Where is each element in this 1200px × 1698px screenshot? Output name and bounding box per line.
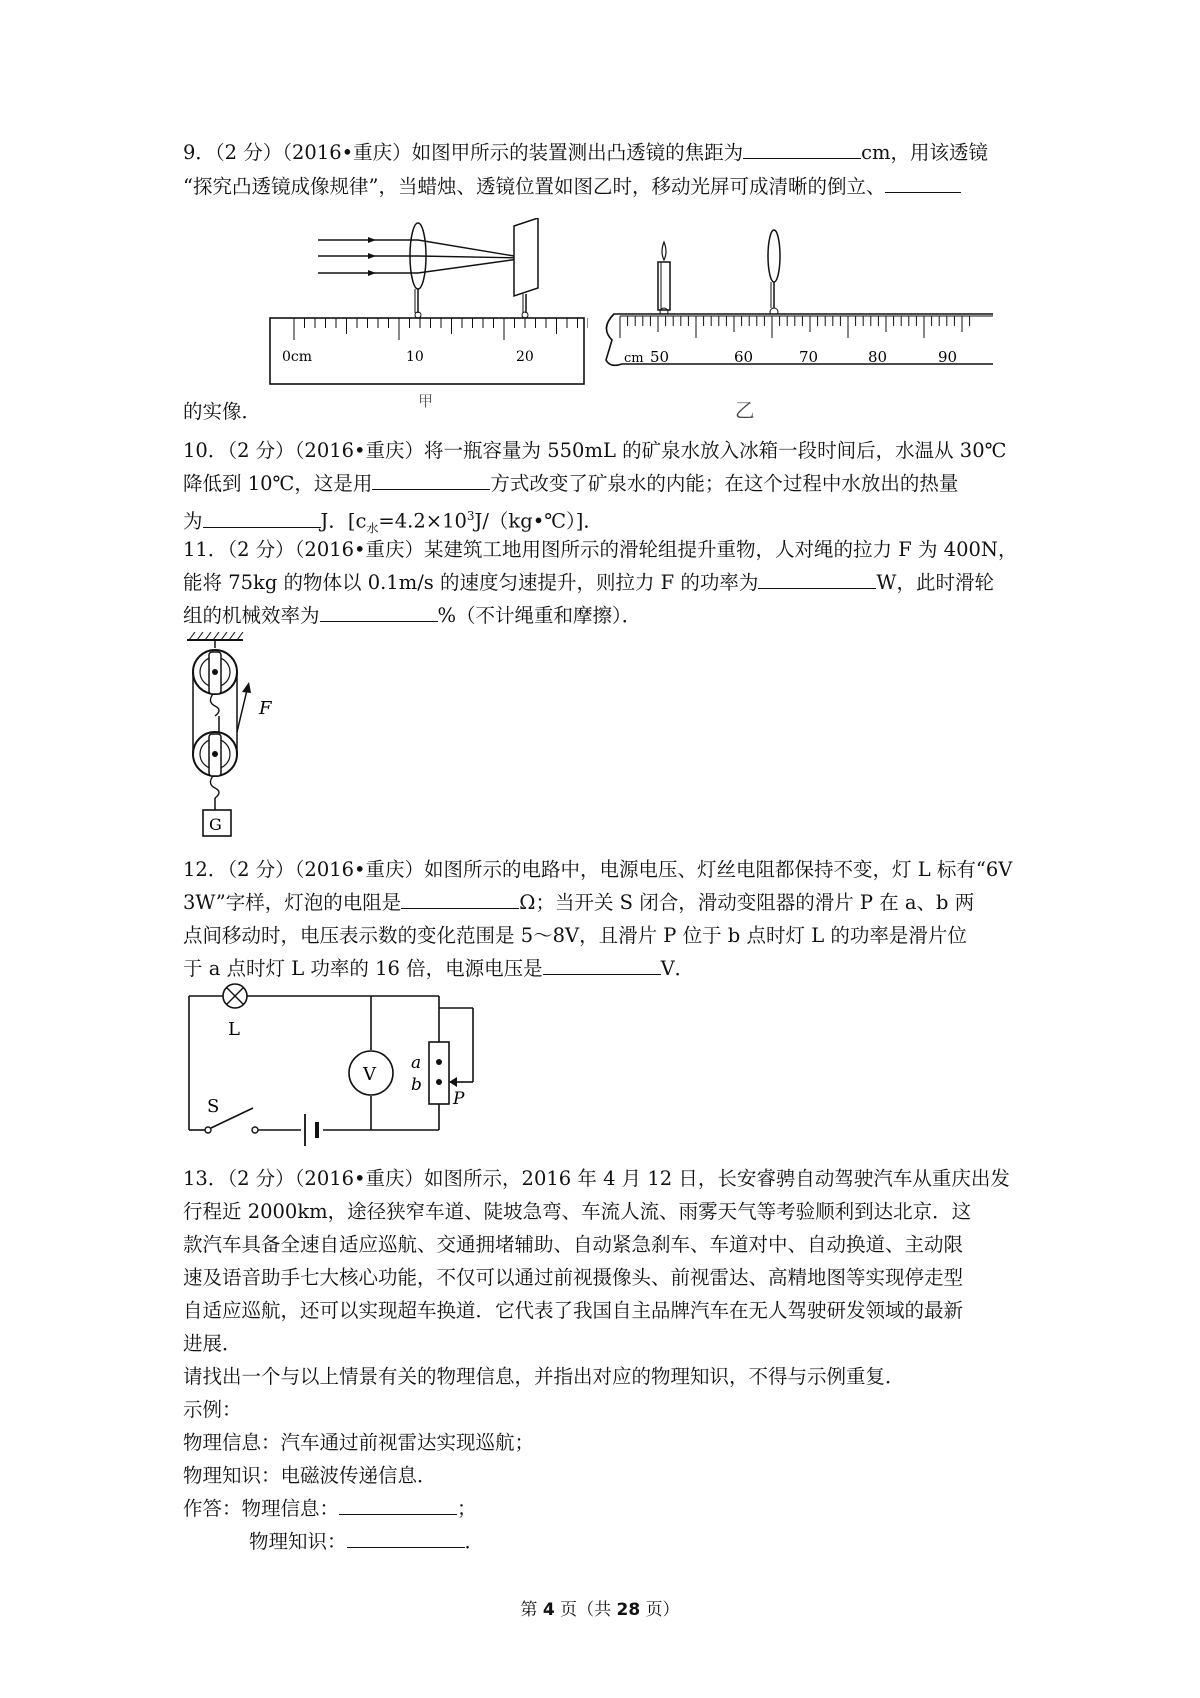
ruler-yi-label-50: 50 bbox=[650, 348, 670, 366]
ruler-jia-label-0: 0cm bbox=[282, 349, 313, 365]
ruler-yi-label-80: 80 bbox=[868, 348, 888, 366]
switch-label: S bbox=[207, 1096, 220, 1117]
total-page-count: 28 bbox=[616, 1600, 641, 1620]
q13-answer-info: 作答：物理信息： ； bbox=[183, 1492, 1028, 1525]
q12-blank-resistance[interactable] bbox=[401, 886, 519, 909]
q11-blank-power[interactable] bbox=[758, 566, 876, 589]
q13-line-8: 示例： bbox=[183, 1398, 242, 1421]
figure-yi-caption: 乙 bbox=[735, 399, 755, 422]
q9-line-3: 的实像． bbox=[183, 400, 262, 423]
lamp-label: L bbox=[228, 1019, 240, 1040]
slider-arrow bbox=[449, 1077, 457, 1087]
q12-blank-voltage[interactable] bbox=[543, 952, 661, 975]
q12-line-2: 3W”字样，灯泡的电阻是 Ω；当开关 S 闭合，滑动变阻器的滑片 P 在 a、b 两 bbox=[183, 886, 1028, 919]
figure-jia-caption: 甲 bbox=[418, 392, 434, 410]
q10-line-2: 降低到 10℃，这是用 方式改变了矿泉水的内能；在这个过程中水放出的热量 bbox=[183, 467, 1028, 500]
q13-line-5: 自适应巡航，还可以实现超车换道．它代表了我国自主品牌汽车在无人驾驶研发领域的最新 bbox=[183, 1299, 964, 1322]
q13-line-4: 速及语音助手七大核心功能，不仅可以通过前视摄像头、前视雷达、高精地图等实现停走型 bbox=[183, 1266, 964, 1289]
q13-blank-physics-info[interactable] bbox=[339, 1492, 457, 1515]
figure-jia-focal-length-setup bbox=[268, 218, 588, 388]
figure-pulley-system bbox=[183, 632, 303, 842]
q13-line-2: 行程近 2000km，途径狭窄车道、陡坡急弯、车流人流、雨雾天气等考验顺利到达北京．这 bbox=[183, 1200, 972, 1223]
weight-label: G bbox=[209, 815, 222, 834]
convex-lens-yi bbox=[768, 230, 780, 282]
point-b-label: b bbox=[411, 1075, 422, 1095]
current-page-number: 4 bbox=[542, 1600, 555, 1620]
light-screen bbox=[514, 218, 538, 296]
q9-blank-image-type[interactable] bbox=[885, 170, 961, 193]
q11-line-3: 组的机械效率为 %（不计绳重和摩擦）． bbox=[183, 599, 1028, 632]
ruler-yi-label-70: 70 bbox=[799, 348, 819, 366]
switch-symbol bbox=[205, 1127, 211, 1133]
parallel-light-rays bbox=[318, 240, 526, 273]
q11-line-1: 11．（2 分）（2016•重庆）某建筑工地用图所示的滑轮组提升重物，人对绳的拉力 F 为 400N， bbox=[183, 538, 1018, 561]
q11-blank-efficiency[interactable] bbox=[320, 599, 438, 622]
movable-pulley bbox=[193, 732, 237, 776]
ruler-yi-label-60: 60 bbox=[734, 348, 754, 366]
ruler-yi-label-90: 90 bbox=[938, 348, 958, 366]
q13-line-6: 进展． bbox=[183, 1332, 242, 1355]
q13-line-10: 物理知识：电磁波传递信息． bbox=[183, 1464, 437, 1487]
q9-line-1: 9．（2 分）（2016•重庆）如图甲所示的装置测出凸透镜的焦距为 cm，用该透镜 bbox=[183, 136, 1028, 169]
voltmeter-label: V bbox=[363, 1064, 376, 1085]
ruler-jia bbox=[270, 318, 584, 384]
ruler-yi-unit: cm bbox=[624, 351, 644, 366]
candle bbox=[658, 242, 670, 310]
q13-line-9: 物理信息：汽车通过前视雷达实现巡航； bbox=[183, 1431, 535, 1454]
q12-line-1: 12．（2 分）（2016•重庆）如图所示的电路中，电源电压、灯丝电阻都保持不变，灯 L 标有“6V bbox=[183, 858, 1013, 881]
q9-blank-focal-length[interactable] bbox=[743, 136, 861, 159]
q10-line-3: 为 J．$[c_水=4.2\times 10^3J/(kg•℃)]$． bbox=[183, 500, 1028, 545]
point-a-label: a bbox=[411, 1053, 422, 1073]
q13-line-7: 请找出一个与以上情景有关的物理信息，并指出对应的物理知识，不得与示例重复． bbox=[183, 1365, 905, 1388]
battery-symbol bbox=[305, 1114, 317, 1146]
force-label: F bbox=[259, 698, 272, 719]
q9-line-2: “探究凸透镜成像规律”，当蜡烛、透镜位置如图乙时，移动光屏可成清晰的倒立、 bbox=[183, 170, 1028, 203]
q12-line-3: 点间移动时，电压表示数的变化范围是 5～8V，且滑片 P 位于 b 点时灯 L 的功率是滑片位 bbox=[183, 924, 967, 947]
q10-blank-heat[interactable] bbox=[203, 505, 321, 528]
fixed-pulley bbox=[193, 650, 237, 694]
q10-line-1: 10．（2 分）（2016•重庆）将一瓶容量为 550mL 的矿泉水放入冰箱一段时间后，水温从 30℃ bbox=[183, 439, 1007, 462]
ruler-jia-label-10: 10 bbox=[406, 349, 424, 365]
lamp-symbol bbox=[223, 984, 247, 1008]
q12-line-4: 于 a 点时灯 L 功率的 16 倍，电源电压是 V． bbox=[183, 952, 1028, 985]
q11-line-2: 能将 75kg 的物体以 0.1m/s 的速度匀速提升，则拉力 F 的功率为 W，此时滑轮 bbox=[183, 566, 1028, 599]
q13-answer-knowledge: 物理知识： ． bbox=[249, 1525, 1094, 1558]
ruler-jia-label-20: 20 bbox=[516, 349, 534, 365]
figure-yi-candle-lens-setup bbox=[598, 228, 998, 378]
q13-blank-physics-knowledge[interactable] bbox=[347, 1525, 465, 1548]
figure-circuit bbox=[183, 978, 493, 1148]
page-footer: 第 4 页（共 28 页） bbox=[520, 1600, 680, 1620]
q13-line-1: 13．（2 分）（2016•重庆）如图所示，2016 年 4 月 12 日，长安睿骋自动驾驶汽车从重庆出发 bbox=[183, 1167, 1010, 1190]
slider-label: P bbox=[453, 1089, 465, 1109]
rheostat-symbol bbox=[429, 1042, 449, 1104]
force-arrow bbox=[237, 682, 251, 732]
q10-blank-method[interactable] bbox=[372, 467, 490, 490]
q13-line-3: 款汽车具备全速自适应巡航、交通拥堵辅助、自动紧急刹车、车道对中、自动换道、主动限 bbox=[183, 1233, 964, 1256]
